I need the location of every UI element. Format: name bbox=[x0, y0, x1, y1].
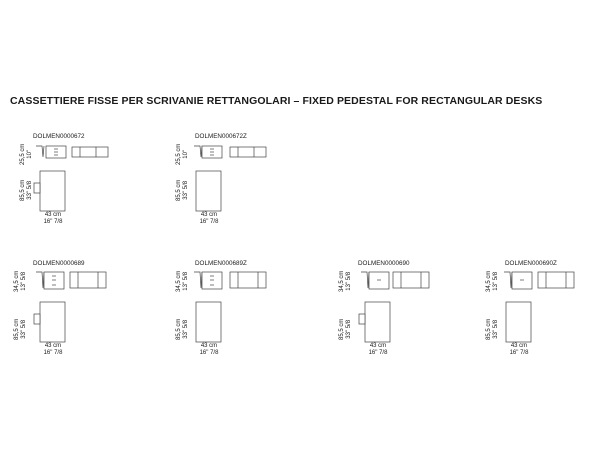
pedestal-drawing bbox=[482, 260, 600, 380]
width-in: 16" 7/8 bbox=[43, 350, 63, 356]
pedestal-drawing bbox=[10, 133, 170, 253]
width-cm: 43 cm bbox=[44, 343, 62, 349]
front-view bbox=[506, 302, 531, 342]
width-cm: 43 cm bbox=[200, 212, 218, 218]
plan-view bbox=[70, 272, 106, 288]
pedestal-drawing bbox=[172, 260, 332, 380]
plan-view bbox=[393, 272, 429, 288]
top-height-cm: 25,5 cm bbox=[176, 143, 182, 165]
width-dimension bbox=[194, 212, 224, 226]
top-height-in: 10" bbox=[183, 149, 189, 159]
top-height-in: 13" 5/8 bbox=[493, 271, 499, 291]
top-height-in: 13" 5/8 bbox=[21, 271, 27, 291]
pedestal-drawing bbox=[10, 260, 170, 380]
width-cm: 43 cm bbox=[510, 343, 528, 349]
width-in: 16" 7/8 bbox=[509, 350, 529, 356]
width-dimension bbox=[38, 343, 68, 357]
product-item bbox=[172, 260, 332, 380]
body-height-cm: 85,5 cm bbox=[176, 318, 182, 340]
front-view bbox=[196, 171, 221, 211]
width-in: 16" 7/8 bbox=[199, 219, 219, 225]
top-view-drawer bbox=[36, 272, 64, 289]
plan-view bbox=[538, 272, 574, 288]
top-height-cm: 25,5 cm bbox=[20, 143, 26, 165]
page-title: CASSETTIERE FISSE PER SCRIVANIE RETTANGOLARI – FIXED PEDESTAL FOR RECTANGULAR DESKS bbox=[10, 95, 543, 107]
body-height-cm: 85,5 cm bbox=[339, 318, 345, 340]
product-code: DOLMEN000690Z bbox=[505, 260, 557, 267]
body-height-cm: 85,5 cm bbox=[20, 179, 26, 201]
front-view bbox=[196, 302, 221, 342]
top-height-cm: 34,5 cm bbox=[14, 270, 20, 292]
width-in: 16" 7/8 bbox=[43, 219, 63, 225]
top-view-drawer bbox=[194, 146, 222, 158]
body-height-in: 33" 5/8 bbox=[27, 180, 33, 200]
top-view-drawer bbox=[361, 272, 389, 289]
top-view-drawer bbox=[194, 272, 222, 289]
plan-view bbox=[230, 147, 266, 157]
product-code: DOLMEN000689Z bbox=[195, 260, 247, 267]
top-height-cm: 34,5 cm bbox=[486, 270, 492, 292]
body-height-in: 33" 5/8 bbox=[346, 319, 352, 339]
top-view-drawer bbox=[504, 272, 532, 289]
top-height-in: 13" 5/8 bbox=[346, 271, 352, 291]
top-height-in: 10" bbox=[27, 149, 33, 159]
body-height-in: 33" 5/8 bbox=[21, 319, 27, 339]
product-code: DOLMEN0000689 bbox=[33, 260, 85, 267]
body-height-in: 33" 5/8 bbox=[183, 180, 189, 200]
product-code: DOLMEN0000672 bbox=[33, 133, 85, 140]
width-in: 16" 7/8 bbox=[199, 350, 219, 356]
width-cm: 43 cm bbox=[44, 212, 62, 218]
body-height-in: 33" 5/8 bbox=[493, 319, 499, 339]
plan-view bbox=[230, 272, 266, 288]
product-code: DOLMEN000672Z bbox=[195, 133, 247, 140]
front-view bbox=[34, 302, 65, 342]
product-code: DOLMEN0000690 bbox=[358, 260, 410, 267]
width-cm: 43 cm bbox=[200, 343, 218, 349]
product-item bbox=[482, 260, 600, 380]
product-item bbox=[172, 133, 332, 253]
width-dimension bbox=[194, 343, 224, 357]
body-height-cm: 85,5 cm bbox=[176, 179, 182, 201]
body-height-cm: 85,5 cm bbox=[486, 318, 492, 340]
plan-view bbox=[72, 147, 108, 157]
width-in: 16" 7/8 bbox=[368, 350, 388, 356]
width-dimension bbox=[38, 212, 68, 226]
top-view-drawer bbox=[36, 146, 66, 158]
top-height-cm: 34,5 cm bbox=[176, 270, 182, 292]
width-dimension bbox=[363, 343, 393, 357]
body-height-cm: 85,5 cm bbox=[14, 318, 20, 340]
top-height-in: 13" 5/8 bbox=[183, 271, 189, 291]
top-height-cm: 34,5 cm bbox=[339, 270, 345, 292]
product-item bbox=[335, 260, 495, 380]
pedestal-drawing bbox=[335, 260, 495, 380]
product-item bbox=[10, 260, 170, 380]
front-view bbox=[359, 302, 390, 342]
product-item bbox=[10, 133, 170, 253]
body-height-in: 33" 5/8 bbox=[183, 319, 189, 339]
front-view bbox=[34, 171, 65, 211]
width-dimension bbox=[504, 343, 534, 357]
pedestal-drawing bbox=[172, 133, 332, 253]
width-cm: 43 cm bbox=[369, 343, 387, 349]
